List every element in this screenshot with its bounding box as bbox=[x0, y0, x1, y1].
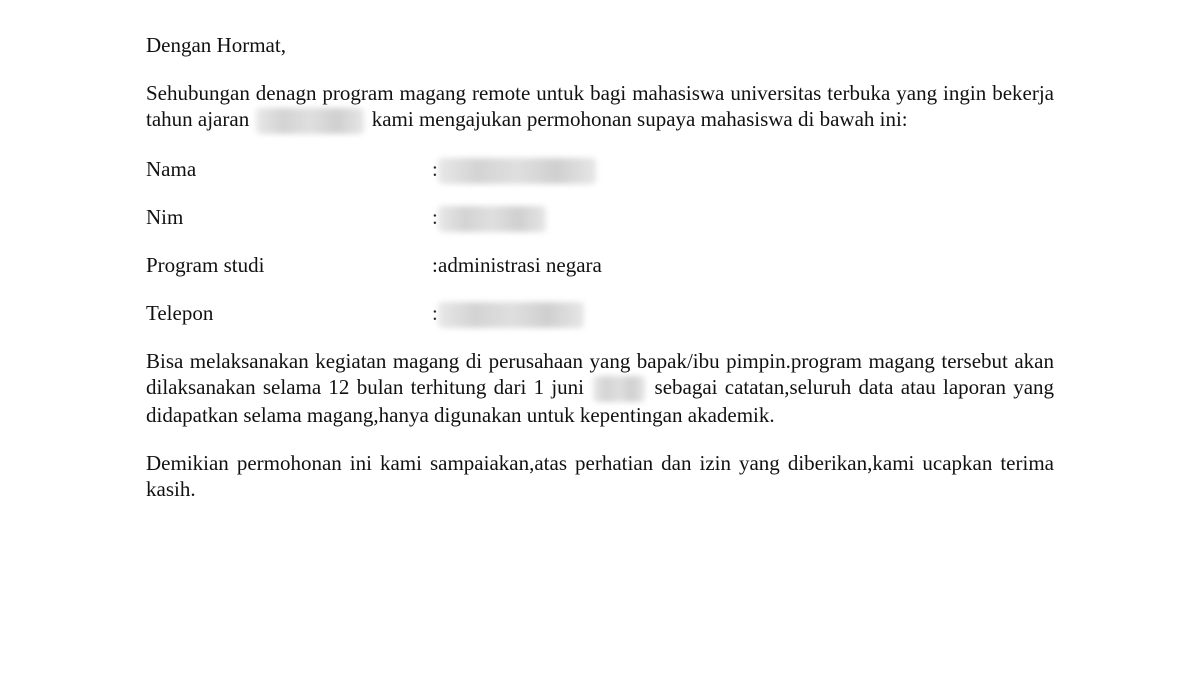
field-colon: : bbox=[432, 157, 438, 182]
field-row-program-studi bbox=[146, 252, 1054, 278]
redacted-phone bbox=[438, 302, 584, 328]
field-row-nim bbox=[146, 204, 1054, 230]
field-label-program-studi: Program studi bbox=[146, 253, 265, 278]
field-label-nim: Nim bbox=[146, 205, 184, 230]
student-details bbox=[146, 156, 1054, 326]
greeting: Dengan Hormat, bbox=[146, 33, 286, 57]
field-colon: : bbox=[432, 253, 438, 278]
letter-body bbox=[146, 32, 1054, 524]
field-row-nama bbox=[146, 156, 1054, 182]
intro-paragraph bbox=[146, 80, 1054, 134]
field-colon: : bbox=[432, 205, 438, 230]
field-colon: : bbox=[432, 301, 438, 326]
redacted-year bbox=[593, 376, 645, 402]
field-label-telepon: Telepon bbox=[146, 301, 214, 326]
body-text-start: Bisa melaksanakan kegiatan magang di perusahaan yang bapak/ibu pimpin.program magang tersebut akan dilaksanakan selama 12 bulan terhitung dari 1 juni bbox=[146, 349, 1054, 400]
redacted-academic-year bbox=[256, 108, 364, 134]
field-value-nim bbox=[438, 204, 546, 232]
field-value-telepon bbox=[438, 300, 584, 328]
intro-text-start: Sehubungan denagn program magang remote untuk bagi mahasiswa universitas terbuka yang ingin bekerja tahun ajaran bbox=[146, 81, 1054, 131]
field-value-program-studi: administrasi negara bbox=[438, 253, 602, 278]
intro-text-end: kami mengajukan permohonan supaya mahasiswa di bawah ini: bbox=[371, 107, 908, 131]
field-value-nama bbox=[438, 156, 596, 184]
body-paragraph bbox=[146, 348, 1054, 428]
body-text-end: sebagai catatan,seluruh data atau laporan yang didapatkan selama magang,hanya digunakan untuk kepentingan akademik. bbox=[146, 375, 1055, 428]
field-label-nama: Nama bbox=[146, 157, 197, 182]
redacted-nim bbox=[438, 206, 546, 232]
field-row-telepon bbox=[146, 300, 1054, 326]
closing-paragraph: Demikian permohonan ini kami sampaiakan,atas perhatian dan izin yang diberikan,kami ucapkan terima kasih. bbox=[146, 451, 1054, 502]
redacted-name bbox=[438, 158, 596, 184]
